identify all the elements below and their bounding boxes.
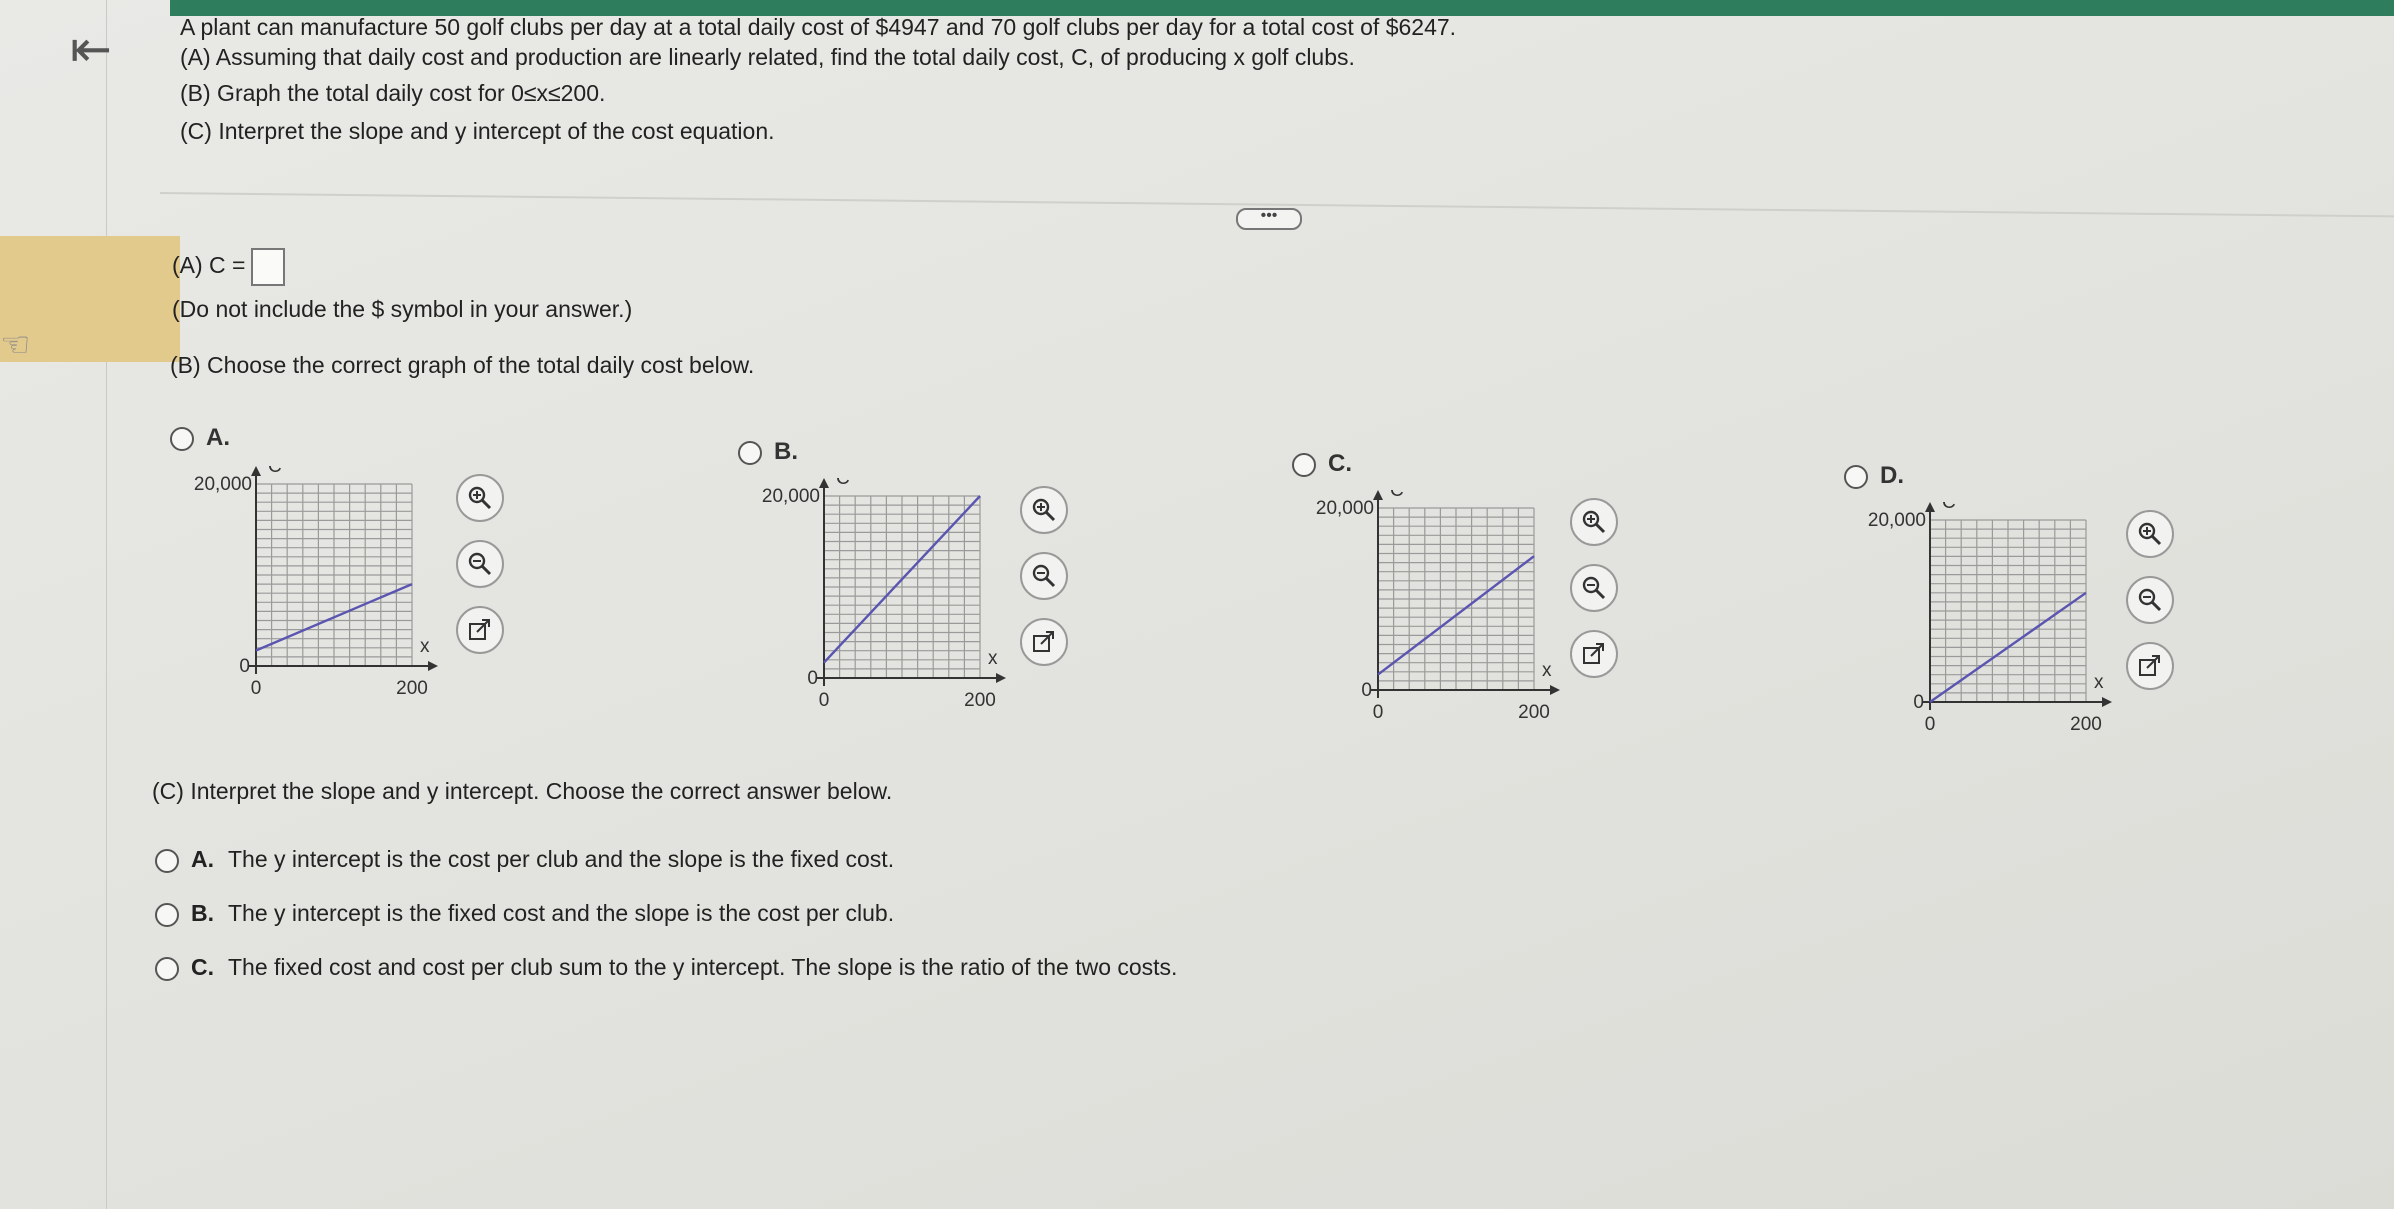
- radio-icon[interactable]: [155, 957, 179, 981]
- y-axis-arrow: [251, 466, 261, 476]
- y-min-label: 0: [1913, 692, 1924, 713]
- y-min-label: 0: [807, 668, 818, 689]
- x-axis-arrow: [428, 661, 438, 671]
- graph-option-b[interactable]: [738, 438, 798, 466]
- x-min-label: 0: [1924, 714, 1936, 735]
- answer-input-box[interactable]: [251, 248, 285, 286]
- y-axis-arrow: [1373, 490, 1383, 500]
- problem-line-2: (A) Assuming that daily cost and production are linearly related, find the total daily cost, C, of producing x golf clubs.: [180, 44, 1355, 70]
- x-axis-label: x: [2094, 672, 2104, 693]
- zoom-out-icon: [466, 550, 494, 578]
- interpret-option-b[interactable]: [155, 900, 894, 927]
- c-axis-label: C: [268, 466, 282, 477]
- problem-line-4: (C) Interpret the slope and y intercept of the cost equation.: [180, 118, 775, 144]
- popout-button[interactable]: [1020, 618, 1068, 666]
- c-axis-label: C: [1390, 490, 1404, 501]
- graph-option-a[interactable]: [170, 424, 230, 452]
- zoom-out-icon: [1030, 562, 1058, 590]
- graph-option-d[interactable]: [1844, 462, 1904, 490]
- interpret-option-a[interactable]: [155, 846, 894, 873]
- x-axis-arrow: [1550, 685, 1560, 695]
- zoom-out-button[interactable]: [1570, 564, 1618, 612]
- radio-icon[interactable]: [1844, 465, 1868, 489]
- zoom-out-icon: [2136, 586, 2164, 614]
- option-text: The y intercept is the cost per club and the slope is the fixed cost.: [228, 846, 895, 872]
- part-c-prompt: (C) Interpret the slope and y intercept. Choose the correct answer below.: [152, 778, 893, 804]
- zoom-out-button[interactable]: [456, 540, 504, 588]
- y-min-label: 0: [239, 656, 250, 677]
- graph-c: [1298, 490, 1578, 755]
- left-rail-divider: [106, 0, 107, 1209]
- graph-a: [176, 466, 456, 731]
- popout-icon: [1030, 628, 1058, 656]
- radio-icon[interactable]: [1292, 453, 1316, 477]
- part-a-label: (A) C =: [172, 252, 246, 279]
- graph-option-c[interactable]: [1292, 450, 1352, 478]
- zoom-in-button[interactable]: [456, 474, 504, 522]
- popout-button[interactable]: [1570, 630, 1618, 678]
- y-max-label: 20,000: [193, 474, 252, 495]
- graph-b-svg: [744, 478, 1024, 738]
- x-axis-arrow: [996, 673, 1006, 683]
- x-max-label: 200: [1518, 702, 1550, 723]
- zoom-out-icon: [1580, 574, 1608, 602]
- graph-option-c-label: C.: [1328, 450, 1352, 477]
- graph-option-a-label: A.: [206, 424, 230, 451]
- graph-d: [1850, 502, 2130, 767]
- graph-option-d-label: D.: [1880, 462, 1904, 489]
- x-axis-label: x: [1542, 660, 1552, 681]
- popout-button[interactable]: [456, 606, 504, 654]
- y-max-label: 20,000: [1315, 498, 1374, 519]
- x-axis-label: x: [988, 648, 998, 669]
- radio-icon[interactable]: [155, 849, 179, 873]
- option-text: The fixed cost and cost per club sum to the y intercept. The slope is the ratio of the two costs.: [228, 954, 1178, 980]
- graph-b: [744, 478, 1024, 743]
- x-min-label: 0: [250, 678, 262, 699]
- x-axis-arrow: [2102, 697, 2112, 707]
- hand-cursor-icon: ☜: [0, 326, 31, 364]
- more-button[interactable]: •••: [1236, 208, 1302, 230]
- option-text: The y intercept is the fixed cost and the slope is the cost per club.: [228, 900, 895, 926]
- x-min-label: 0: [818, 690, 830, 711]
- zoom-in-icon: [466, 484, 494, 512]
- radio-icon[interactable]: [738, 441, 762, 465]
- x-max-label: 200: [396, 678, 428, 699]
- y-axis-arrow: [1925, 502, 1935, 512]
- zoom-in-icon: [1580, 508, 1608, 536]
- option-letter: A.: [191, 846, 214, 872]
- graph-a-svg: [176, 466, 456, 726]
- popout-icon: [466, 616, 494, 644]
- option-letter: B.: [191, 900, 214, 926]
- radio-icon[interactable]: [170, 427, 194, 451]
- graph-c-svg: [1298, 490, 1578, 750]
- option-letter: C.: [191, 954, 214, 980]
- c-axis-label: C: [1942, 502, 1956, 513]
- interpret-option-c[interactable]: [155, 954, 1177, 981]
- zoom-in-icon: [1030, 496, 1058, 524]
- zoom-in-button[interactable]: [1020, 486, 1068, 534]
- zoom-in-button[interactable]: [2126, 510, 2174, 558]
- zoom-in-button[interactable]: [1570, 498, 1618, 546]
- part-b-prompt: (B) Choose the correct graph of the total daily cost below.: [170, 352, 755, 378]
- part-a-note: (Do not include the $ symbol in your answer.): [172, 296, 633, 322]
- graph-d-svg: [1850, 502, 2130, 762]
- problem-line-3: (B) Graph the total daily cost for 0≤x≤200.: [180, 80, 606, 106]
- back-arrow-icon[interactable]: ⇤: [70, 21, 112, 77]
- x-max-label: 200: [2070, 714, 2102, 735]
- c-axis-label: C: [836, 478, 850, 489]
- radio-icon[interactable]: [155, 903, 179, 927]
- zoom-out-button[interactable]: [2126, 576, 2174, 624]
- y-max-label: 20,000: [1867, 510, 1926, 531]
- zoom-out-button[interactable]: [1020, 552, 1068, 600]
- y-max-label: 20,000: [761, 486, 820, 507]
- popout-icon: [2136, 652, 2164, 680]
- x-min-label: 0: [1372, 702, 1384, 723]
- popout-button[interactable]: [2126, 642, 2174, 690]
- problem-line-1: A plant can manufacture 50 golf clubs per day at a total daily cost of $4947 and 70 golf clubs per day for a total cost of $6247.: [180, 14, 1457, 40]
- x-axis-label: x: [420, 636, 430, 657]
- y-axis-arrow: [819, 478, 829, 488]
- graph-option-b-label: B.: [774, 438, 798, 465]
- popout-icon: [1580, 640, 1608, 668]
- x-max-label: 200: [964, 690, 996, 711]
- zoom-in-icon: [2136, 520, 2164, 548]
- y-min-label: 0: [1361, 680, 1372, 701]
- part-a-row: [172, 248, 285, 286]
